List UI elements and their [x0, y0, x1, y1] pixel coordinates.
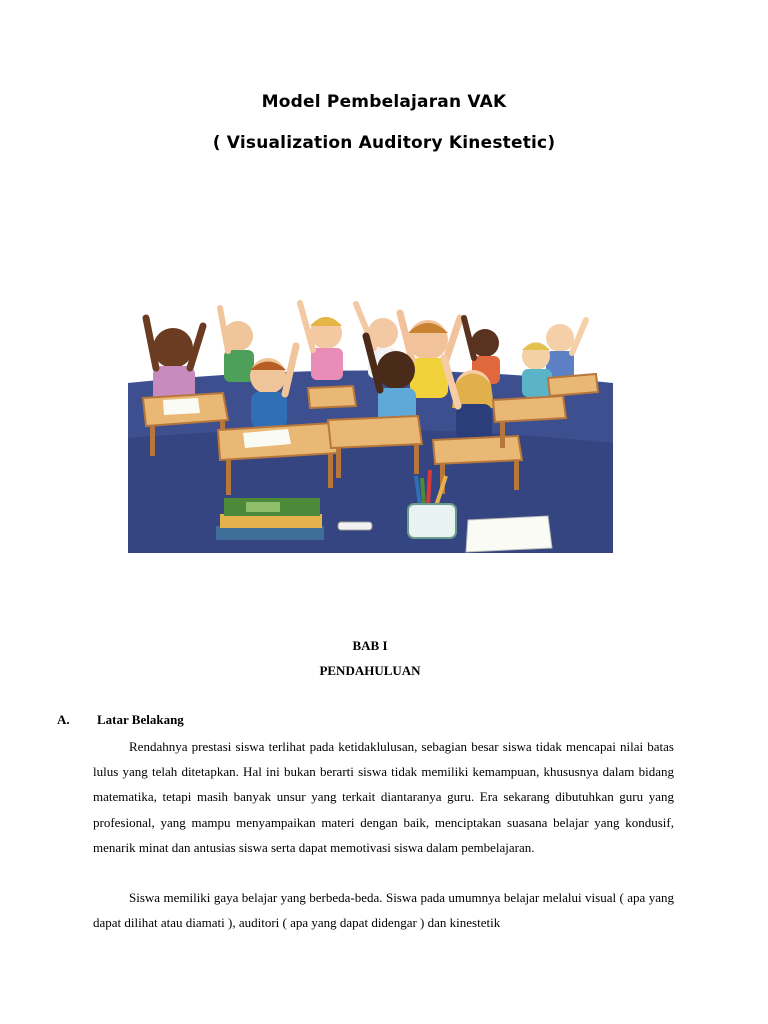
eraser [338, 522, 372, 530]
child-figure [546, 320, 586, 381]
paper-sheet [466, 516, 552, 552]
section-title: Latar Belakang [97, 712, 184, 727]
classroom-illustration [128, 208, 613, 553]
document-subtitle: ( Visualization Auditory Kinestetic) [212, 133, 556, 153]
document-title: Model Pembelajaran VAK [261, 92, 507, 112]
desk [548, 374, 598, 396]
chapter-title: PENDAHULUAN [319, 663, 421, 678]
child-figure [300, 303, 343, 380]
body-paragraph: Rendahnya prestasi siswa terlihat pada ketidaklulusan, sebagian besar siswa tidak mencapai nilai batas lulus yang telah ditetapkan. Hal ini bukan berarti siswa tidak memiliki kemampuan, khususnya dalam bidang matematika, tetapi masih banyak unsur yang terkait diantaranya guru. Era sekarang dibutuhkan guru yang profesional, yang mampu menyampaikan materi dengan baik, menciptakan suasana belajar yang kondusif, menarik minat dan antusias siswa serta dapat memotivasi siswa dalam pembelajaran. [93, 739, 674, 855]
section-number: A. [57, 712, 70, 727]
body-paragraph: Siswa memiliki gaya belajar yang berbeda-beda. Siswa pada umumnya belajar melalui visual ( apa yang dapat dilihat atau diamati ), auditori ( apa yang dapat didengar ) dan kinestetik [93, 890, 674, 931]
desk [308, 386, 356, 408]
stack-of-books [216, 498, 324, 540]
chapter-number: BAB I [352, 638, 388, 653]
child-figure [522, 342, 552, 397]
child-figure [220, 308, 254, 382]
child-figure [146, 318, 203, 406]
